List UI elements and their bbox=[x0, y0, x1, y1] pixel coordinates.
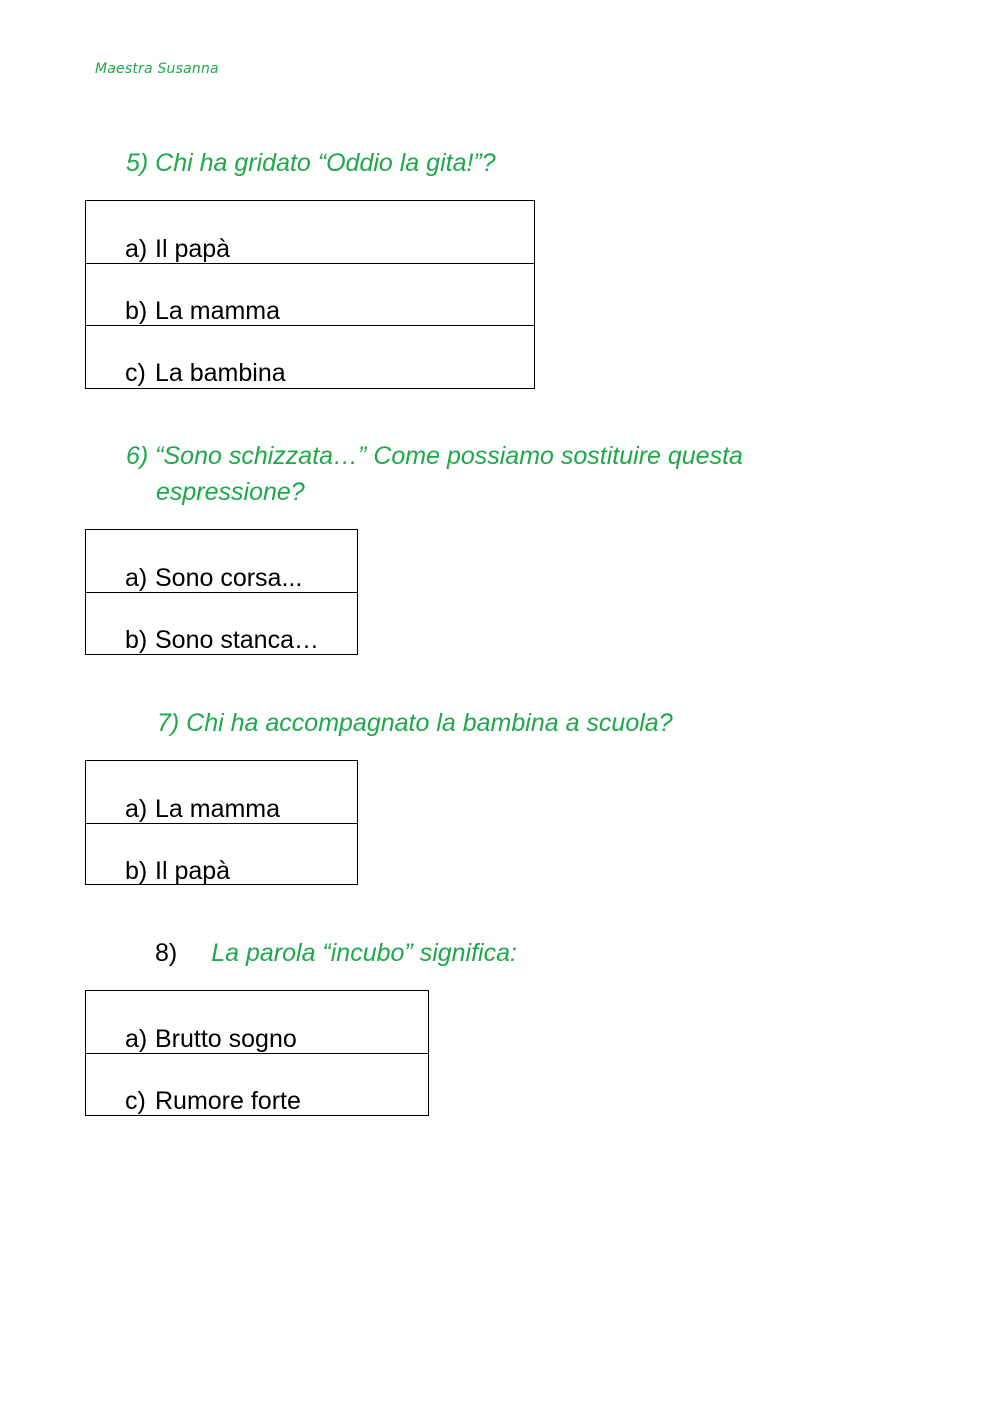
option-text: La mamma bbox=[155, 297, 281, 325]
option-text: Sono corsa... bbox=[155, 564, 303, 592]
question-6-options bbox=[85, 529, 358, 655]
question-7-prompt: 7) Chi ha accompagnato la bambina a scuola? bbox=[157, 709, 673, 737]
option-letter: b) bbox=[125, 626, 148, 654]
answer-option[interactable] bbox=[86, 201, 534, 263]
option-text: La bambina bbox=[155, 359, 286, 387]
option-letter: a) bbox=[125, 1025, 148, 1053]
option-text: Il papà bbox=[155, 235, 231, 263]
question-7-options bbox=[85, 760, 358, 885]
answer-option[interactable] bbox=[86, 991, 428, 1053]
option-text: Brutto sogno bbox=[155, 1025, 297, 1053]
question-8-prompt bbox=[155, 935, 517, 971]
question-5-prompt: 5) Chi ha gridato “Oddio la gita!”? bbox=[126, 149, 496, 177]
question-8-options bbox=[85, 990, 429, 1116]
answer-option[interactable] bbox=[86, 1053, 428, 1115]
answer-option[interactable] bbox=[86, 761, 357, 823]
answer-option[interactable] bbox=[86, 530, 357, 592]
option-letter: c) bbox=[125, 1087, 146, 1115]
answer-option[interactable] bbox=[86, 263, 534, 325]
question-8-text: La parola “incubo” significa: bbox=[211, 939, 517, 967]
option-text: La mamma bbox=[155, 795, 281, 823]
option-letter: a) bbox=[125, 795, 148, 823]
question-6-prompt-line2: espressione? bbox=[156, 478, 305, 506]
option-letter: a) bbox=[125, 235, 148, 263]
option-text: Il papà bbox=[155, 857, 231, 885]
answer-option[interactable] bbox=[86, 823, 357, 885]
question-5-options bbox=[85, 200, 535, 389]
answer-option[interactable] bbox=[86, 325, 534, 387]
option-letter: b) bbox=[125, 297, 148, 325]
option-letter: a) bbox=[125, 564, 148, 592]
answer-option[interactable] bbox=[86, 592, 357, 654]
option-text: Sono stanca… bbox=[155, 626, 319, 654]
question-8-number: 8) bbox=[155, 939, 178, 967]
question-6-prompt bbox=[126, 438, 743, 510]
author-header: Maestra Susanna bbox=[95, 61, 219, 77]
question-6-prompt-line1: 6) “Sono schizzata…” Come possiamo sostituire questa bbox=[126, 442, 743, 470]
option-letter: c) bbox=[125, 359, 146, 387]
option-text: Rumore forte bbox=[155, 1087, 301, 1115]
option-letter: b) bbox=[125, 857, 148, 885]
